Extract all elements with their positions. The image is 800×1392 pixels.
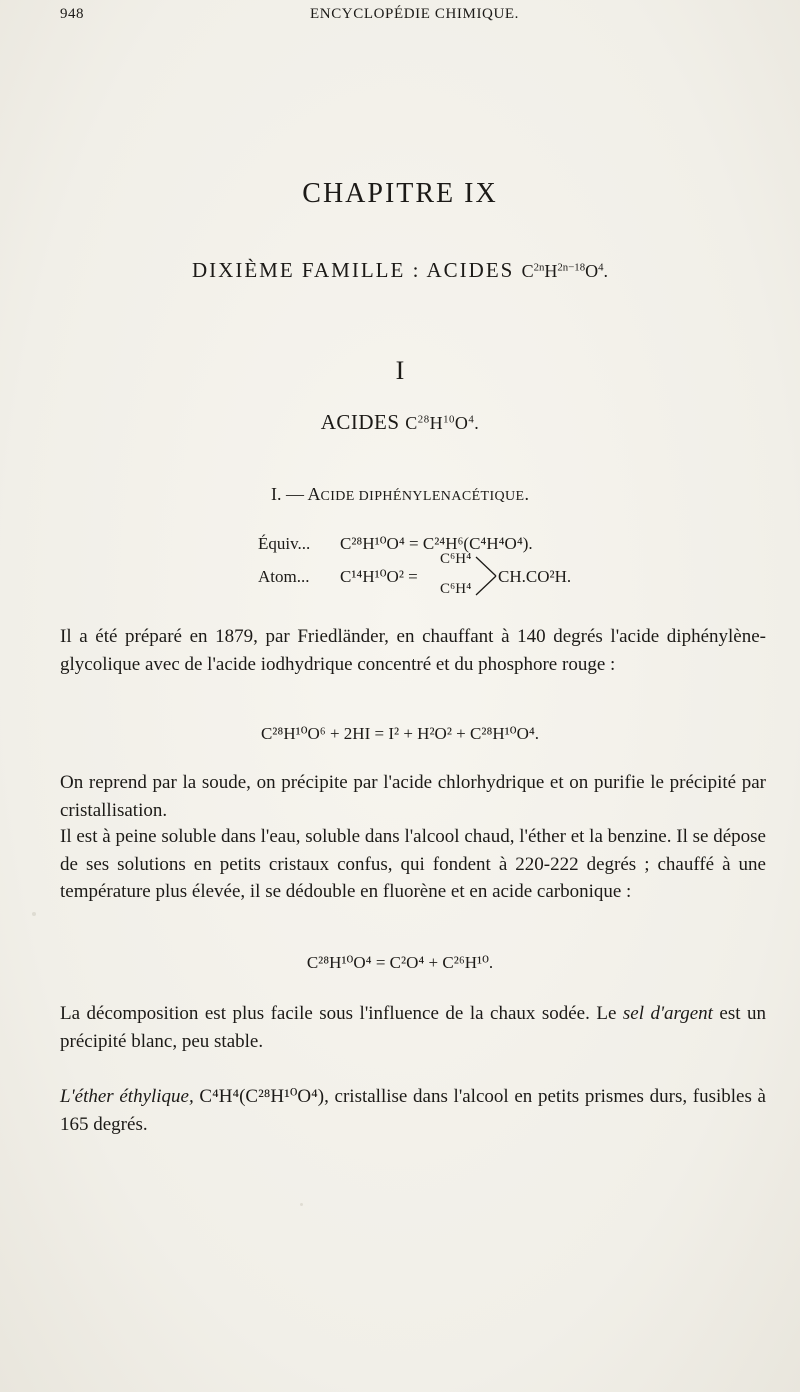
section-formula-c: C <box>405 413 418 433</box>
chapter-title: CHAPITRE IX <box>302 178 498 209</box>
paragraph-decomposition <box>60 1000 766 1055</box>
family-title-text: DIXIÈME FAMILLE : ACIDES <box>192 258 522 282</box>
paragraph-purification: On reprend par la soude, on précipite par l'acide chlorhydrique et on purifie le précipité par cristallisation. <box>60 772 766 821</box>
compound-number: I. — <box>270 484 308 504</box>
family-title <box>0 258 800 283</box>
section-title <box>0 410 800 435</box>
page-header <box>60 6 760 30</box>
section-formula-h-sup: 10 <box>443 413 455 426</box>
ink-speck <box>300 1203 303 1206</box>
p4-text-start: La décomposition est plus facile sous l'influence de la chaux sodée. Le <box>60 1003 623 1024</box>
family-formula-o-sup: 4 <box>598 261 604 274</box>
family-formula-h-sup: 2n−18 <box>557 261 586 274</box>
p4-italic-term: sel d'argent <box>622 1003 713 1024</box>
page-number: 948 <box>60 6 84 22</box>
equation-decomposition: C²⁸H¹⁰O⁴ = C²O⁴ + C²⁶H¹⁰. <box>306 953 494 972</box>
family-formula-h: H <box>544 261 558 281</box>
equiv-formula-rhs: = C²⁴H⁶(C⁴H⁴O⁴). <box>404 534 533 553</box>
equiv-formula-lhs: C²⁸H¹⁰O⁴ <box>340 534 405 553</box>
atom-branch-top: C⁶H⁴ <box>440 551 472 567</box>
compound-name-dot: . <box>524 484 530 504</box>
atom-formula-lhs: C¹⁴H¹⁰O² = <box>340 567 418 586</box>
atom-branch-bottom: C⁶H⁴ <box>440 581 472 597</box>
section-formula-h: H <box>429 413 444 433</box>
section-formula <box>405 413 479 433</box>
equiv-label: Équiv... <box>258 534 311 553</box>
family-formula-c-sup: 2n <box>533 261 545 274</box>
section-numeral: I <box>395 356 405 385</box>
section-formula-c-sup: 28 <box>417 413 430 426</box>
family-formula-dot: . <box>603 261 608 281</box>
section-formula-o-sup: 4 <box>468 413 475 426</box>
p5-italic-term: L'éther éthylique, <box>60 1086 194 1107</box>
equiv-formula <box>340 534 533 554</box>
atom-branch-right: CH.CO²H. <box>498 567 572 586</box>
section-formula-o: O <box>454 413 469 433</box>
paragraph-properties: Il est à peine soluble dans l'eau, soluble dans l'alcool chaud, l'éther et la benzine. Il se dépose de ses solutions en petits cristaux confus, qui fondent à 220-222 degrés ; chauffé à une température plus élevée, il se dédouble en fluorène et en acide carbonique : <box>60 826 766 902</box>
ink-speck <box>32 912 36 916</box>
family-formula <box>522 261 608 281</box>
atom-label: Atom... <box>258 567 310 586</box>
paragraph-preparation: Il a été préparé en 1879, par Friedländer, en chauffant à 140 degrés l'acide diphénylène-glycolique avec de l'acide iodhydrique concentré et du phosphore rouge : <box>60 626 766 675</box>
p4-text-end: est un précipité blanc, peu stable. <box>60 1003 767 1052</box>
section-title-text: ACIDES <box>320 410 406 434</box>
compound-name: CIDE DIPHÉNYLENACÉTIQUE <box>320 489 525 504</box>
family-formula-o: O <box>585 261 599 281</box>
paragraph-ethyl-ether <box>60 1083 766 1138</box>
running-head: ENCYCLOPÉDIE CHIMIQUE. <box>310 6 520 22</box>
equation-preparation: C²⁸H¹⁰O⁶ + 2HI = I² + H²O² + C²⁸H¹⁰O⁴. <box>260 724 540 743</box>
bond-bracket-icon <box>474 553 500 599</box>
family-formula-c: C <box>521 261 534 281</box>
compound-name-initial: A <box>307 484 321 504</box>
p5-text-end: C⁴H⁴(C²⁸H¹⁰O⁴), cristallise dans l'alcool en petits prismes durs, fusibles à 165 degrés. <box>60 1086 766 1135</box>
compound-heading <box>0 484 800 505</box>
section-formula-dot: . <box>474 413 480 433</box>
